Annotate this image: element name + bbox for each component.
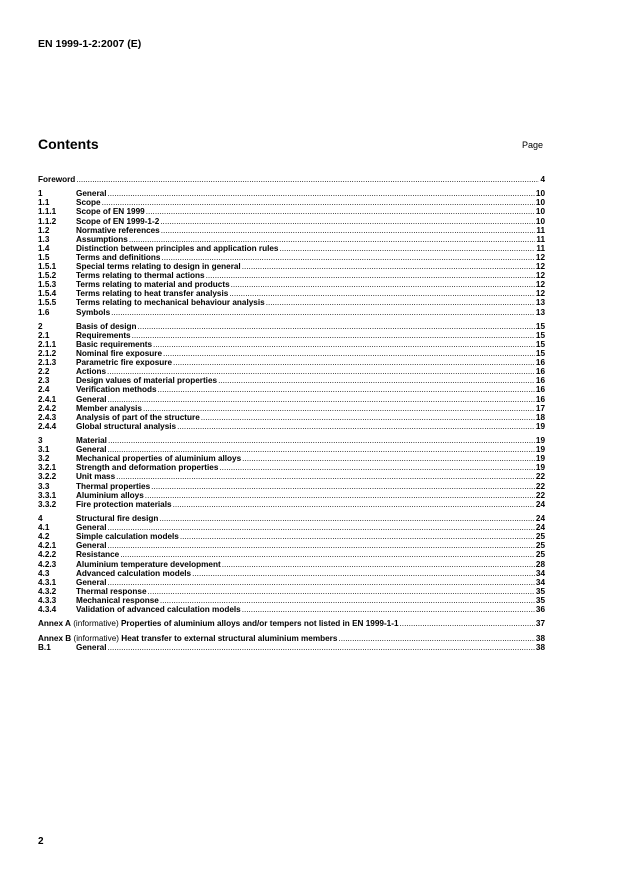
toc-dot-leader <box>146 207 535 216</box>
toc-entry-number: 3.2 <box>38 454 50 464</box>
toc-entry[interactable] <box>38 605 545 614</box>
toc-entry[interactable] <box>38 436 545 445</box>
toc-dot-leader <box>222 560 535 569</box>
toc-entry-title: Distinction between principles and application rules <box>76 243 279 253</box>
toc-dot-leader <box>107 367 535 376</box>
toc-entry-page: 24 <box>535 514 545 524</box>
toc-dot-leader <box>143 404 535 413</box>
toc-entry-page: 4 <box>540 175 545 184</box>
toc-dot-leader <box>218 376 535 385</box>
toc-entry-number: 1.5.1 <box>38 262 57 272</box>
toc-entry-number: 4.3.1 <box>38 577 57 587</box>
toc-entry[interactable] <box>38 500 545 509</box>
toc-entry[interactable] <box>38 271 545 280</box>
toc-entry[interactable] <box>38 349 545 358</box>
toc-entry[interactable] <box>38 523 545 532</box>
toc-entry-page: 11 <box>536 243 545 253</box>
toc-entry-number: 2.1.3 <box>38 358 57 368</box>
toc-entry[interactable] <box>38 454 545 463</box>
toc-entry-page: 34 <box>535 577 545 587</box>
toc-entry-title: Nominal fire exposure <box>76 349 162 359</box>
toc-entry[interactable] <box>38 643 545 652</box>
toc-entry-page: 38 <box>535 633 545 643</box>
toc-entry-title: Fire protection materials <box>76 499 172 509</box>
toc-entry[interactable] <box>38 253 545 262</box>
toc-entry-title: Aluminium alloys <box>76 490 144 500</box>
toc-dot-leader <box>242 454 535 463</box>
toc-dot-leader <box>108 523 535 532</box>
toc-entry-number: 2.3 <box>38 376 50 386</box>
toc-entry-page: 34 <box>535 568 545 578</box>
toc-dot-leader <box>266 298 535 307</box>
toc-entry-title: Verification methods <box>76 385 157 395</box>
toc-entry-page: 12 <box>535 271 545 281</box>
toc-entry-number: 2.4.3 <box>38 412 57 422</box>
toc-entry[interactable] <box>38 404 545 413</box>
toc-entry-title: Special terms relating to design in general <box>76 262 241 272</box>
toc-entry[interactable] <box>38 376 545 385</box>
toc-dot-leader <box>279 244 535 253</box>
toc-dot-leader <box>242 605 535 614</box>
toc-dot-leader <box>158 385 535 394</box>
toc-entry[interactable] <box>38 532 545 541</box>
toc-entry[interactable] <box>38 198 545 207</box>
toc-entry-number: 4.2.1 <box>38 541 57 551</box>
toc-entry-number: 1.5.3 <box>38 280 57 290</box>
toc-entry-page: 24 <box>535 523 545 533</box>
toc-entry-page: 12 <box>535 262 545 272</box>
toc-entry-number: 1.1.2 <box>38 216 57 226</box>
toc-entry-page: 28 <box>535 559 545 569</box>
toc-entry-page: 37 <box>535 619 545 629</box>
toc-entry-page: 16 <box>535 358 545 368</box>
toc-entry-number: 3 <box>38 436 43 446</box>
toc-entry-title: Global structural analysis <box>76 421 177 431</box>
toc-entry[interactable] <box>38 207 545 216</box>
toc-entry-number: 1.6 <box>38 307 50 317</box>
toc-entry-number: 3.2.2 <box>38 472 57 482</box>
toc-entry-number: 2.4.1 <box>38 394 57 404</box>
toc-entry-title: Analysis of part of the structure <box>76 412 200 422</box>
toc-entry-title: Symbols <box>76 307 111 317</box>
toc-entry-title: Terms relating to material and products <box>76 280 230 290</box>
toc-entry[interactable] <box>38 235 545 244</box>
toc-entry[interactable] <box>38 395 545 404</box>
toc-entry-title: Scope of EN 1999 <box>76 207 145 217</box>
toc-entry-title: Aluminium temperature development <box>76 559 221 569</box>
toc-entry-title: Unit mass <box>76 472 116 482</box>
toc-dot-leader <box>111 308 535 317</box>
toc-dot-leader <box>242 262 535 271</box>
toc-entry-title: Material <box>76 436 107 446</box>
toc-entry-title: General <box>76 189 107 199</box>
annex-kind: (informative) <box>73 619 119 629</box>
toc-entry-page: 10 <box>535 198 545 208</box>
toc-dot-leader <box>129 235 535 244</box>
toc-dot-leader <box>151 482 535 491</box>
toc-dot-leader <box>163 349 535 358</box>
toc-entry-page: 22 <box>535 472 545 482</box>
toc-dot-leader <box>148 587 535 596</box>
toc-dot-leader <box>400 619 535 628</box>
toc-entry-number: 2.4.2 <box>38 403 57 413</box>
toc-entry-page: 24 <box>535 499 545 509</box>
toc-entry[interactable] <box>38 289 545 298</box>
toc-entry-title: Thermal response <box>76 586 147 596</box>
toc-entry[interactable] <box>38 463 545 472</box>
toc-entry-number: 2.1 <box>38 330 50 340</box>
toc-entry-number: 3.2.1 <box>38 463 57 473</box>
toc-entry-page: 22 <box>535 490 545 500</box>
toc-entry-page: 19 <box>535 436 545 446</box>
toc-entry-number: 1.1.1 <box>38 207 57 217</box>
toc-dot-leader <box>231 280 535 289</box>
toc-entry[interactable] <box>38 358 545 367</box>
toc-entry[interactable] <box>38 541 545 550</box>
toc-entry[interactable] <box>38 367 545 376</box>
toc-entry-number: 2.4 <box>38 385 50 395</box>
contents-title: Contents <box>38 136 99 152</box>
toc-dot-leader <box>161 226 536 235</box>
toc-entry-number: 4 <box>38 514 43 524</box>
toc-dot-leader <box>159 514 535 523</box>
toc-entry[interactable] <box>38 472 545 481</box>
toc-entry[interactable] <box>38 482 545 491</box>
page-column-heading: Page <box>522 140 544 150</box>
toc-entry-page: 19 <box>535 421 545 431</box>
page-number: 2 <box>38 836 44 847</box>
toc-entry-number: 1.5.5 <box>38 298 57 308</box>
toc-entry-page: 10 <box>535 207 545 217</box>
toc-entry-number: 3.1 <box>38 445 50 455</box>
toc-entry[interactable] <box>38 596 545 605</box>
toc-entry-page: 25 <box>535 541 545 551</box>
toc-entry[interactable] <box>38 226 545 235</box>
annex-label: Annex A <box>38 619 71 629</box>
toc-entry[interactable] <box>38 340 545 349</box>
toc-entry-title: General <box>76 523 107 533</box>
annex-title: Heat transfer to external structural aluminium members <box>121 633 338 643</box>
toc-entry-title: Basis of design <box>76 321 137 331</box>
toc-entry-title: Resistance <box>76 550 120 560</box>
toc-entry-page: 16 <box>535 367 545 377</box>
toc-entry-number: 1.1 <box>38 198 50 208</box>
toc-entry-title: General <box>76 541 107 551</box>
toc-entry[interactable] <box>38 634 545 643</box>
table-of-contents <box>38 175 545 652</box>
toc-entry-page: 13 <box>535 298 545 308</box>
toc-entry-title: General <box>76 577 107 587</box>
toc-entry-title: Basic requirements <box>76 339 152 349</box>
toc-entry[interactable] <box>38 550 545 559</box>
toc-entry-page: 25 <box>535 532 545 542</box>
toc-entry-title: Thermal properties <box>76 481 151 491</box>
toc-entry-title: Terms relating to mechanical behaviour analysis <box>76 298 265 308</box>
toc-entry-page: 38 <box>535 642 545 652</box>
toc-dot-leader <box>206 271 535 280</box>
toc-entry-page: 16 <box>535 385 545 395</box>
toc-entry[interactable] <box>38 413 545 422</box>
toc-entry-title: Validation of advanced calculation models <box>76 604 241 614</box>
toc-entry-title: Advanced calculation models <box>76 568 192 578</box>
toc-entry-number: 3.3.2 <box>38 499 57 509</box>
toc-entry-title: Scope of EN 1999-1-2 <box>76 216 160 226</box>
toc-entry[interactable] <box>38 514 545 523</box>
toc-entry-title: Actions <box>76 367 107 377</box>
toc-dot-leader <box>108 395 535 404</box>
toc-entry-title: General <box>76 445 107 455</box>
annex-title: Properties of aluminium alloys and/or tempers not listed in EN 1999-1-1 <box>120 619 399 629</box>
toc-entry[interactable] <box>38 385 545 394</box>
toc-entry-number: 4.1 <box>38 523 50 533</box>
toc-dot-leader <box>108 189 535 198</box>
toc-entry-number: 1.2 <box>38 225 50 235</box>
toc-entry-page: 15 <box>535 321 545 331</box>
toc-entry-title: Normative references <box>76 225 160 235</box>
toc-dot-leader <box>108 436 535 445</box>
toc-entry-title: Terms and definitions <box>76 252 161 262</box>
toc-entry-title <box>38 634 337 643</box>
toc-dot-leader <box>160 217 535 226</box>
toc-entry-number: 2.2 <box>38 367 50 377</box>
toc-dot-leader <box>120 550 535 559</box>
toc-entry[interactable] <box>38 578 545 587</box>
toc-entry-page: 17 <box>535 403 545 413</box>
toc-dot-leader <box>108 578 535 587</box>
toc-entry[interactable] <box>38 175 545 184</box>
toc-entry[interactable] <box>38 262 545 271</box>
annex-label: Annex B <box>38 633 72 643</box>
toc-dot-leader <box>173 358 535 367</box>
toc-entry[interactable] <box>38 445 545 454</box>
toc-entry-number: 1.4 <box>38 243 50 253</box>
toc-entry-page: 19 <box>535 445 545 455</box>
toc-entry[interactable] <box>38 569 545 578</box>
toc-entry-title: Design values of material properties <box>76 376 218 386</box>
toc-entry[interactable] <box>38 217 545 226</box>
toc-entry-number: 4.3.3 <box>38 595 57 605</box>
toc-entry-title: Terms relating to heat transfer analysis <box>76 289 229 299</box>
toc-entry[interactable] <box>38 560 545 569</box>
toc-entry[interactable] <box>38 422 545 431</box>
toc-entry-number: 1.3 <box>38 234 50 244</box>
toc-entry-number: 4.3 <box>38 568 50 578</box>
toc-entry-page: 16 <box>535 394 545 404</box>
toc-entry-title: General <box>76 394 107 404</box>
toc-entry[interactable] <box>38 298 545 307</box>
toc-dot-leader <box>102 198 535 207</box>
toc-entry-page: 18 <box>535 412 545 422</box>
toc-dot-leader <box>108 643 535 652</box>
toc-entry-number: 1.5 <box>38 252 50 262</box>
toc-entry-number: 2.1.2 <box>38 349 57 359</box>
toc-entry-title: Mechanical properties of aluminium alloys <box>76 454 242 464</box>
toc-entry-number: 4.2.3 <box>38 559 57 569</box>
toc-entry-title: Scope <box>76 198 101 208</box>
toc-entry[interactable] <box>38 244 545 253</box>
toc-entry-title: Requirements <box>76 330 131 340</box>
toc-entry-number: 1.5.2 <box>38 271 57 281</box>
toc-entry-page: 12 <box>535 280 545 290</box>
toc-entry-title: Structural fire design <box>76 514 159 524</box>
toc-entry[interactable] <box>38 322 545 331</box>
toc-entry-number: 2 <box>38 321 43 331</box>
toc-entry-page: 12 <box>535 252 545 262</box>
annex-kind: (informative) <box>73 633 119 643</box>
toc-entry-page: 10 <box>535 189 545 199</box>
toc-dot-leader <box>108 445 535 454</box>
toc-entry-page: 15 <box>535 339 545 349</box>
toc-entry[interactable] <box>38 189 545 198</box>
toc-entry[interactable] <box>38 280 545 289</box>
toc-dot-leader <box>116 472 535 481</box>
toc-dot-leader <box>76 175 539 184</box>
toc-entry-page: 35 <box>535 595 545 605</box>
toc-entry-number: 2.1.1 <box>38 339 57 349</box>
toc-entry-number: B.1 <box>38 642 51 652</box>
toc-entry-title: General <box>76 642 107 652</box>
toc-dot-leader <box>338 634 534 643</box>
toc-dot-leader <box>145 491 535 500</box>
toc-entry-page: 36 <box>535 604 545 614</box>
toc-entry-title <box>38 619 399 628</box>
toc-entry-number: 4.3.2 <box>38 586 57 596</box>
toc-entry-page: 19 <box>535 454 545 464</box>
toc-entry-number: 4.2 <box>38 532 50 542</box>
toc-entry-number: 1.5.4 <box>38 289 57 299</box>
toc-entry-page: 11 <box>536 234 545 244</box>
toc-dot-leader <box>161 253 534 262</box>
toc-entry-page: 16 <box>535 376 545 386</box>
toc-dot-leader <box>177 422 535 431</box>
toc-entry-number: 3.3 <box>38 481 50 491</box>
toc-entry[interactable] <box>38 331 545 340</box>
toc-entry[interactable] <box>38 587 545 596</box>
toc-entry-title: Terms relating to thermal actions <box>76 271 205 281</box>
toc-entry[interactable] <box>38 619 545 628</box>
toc-dot-leader <box>132 331 535 340</box>
toc-entry-page: 19 <box>535 463 545 473</box>
toc-dot-leader <box>108 541 535 550</box>
toc-entry-page: 35 <box>535 586 545 596</box>
toc-dot-leader <box>192 569 535 578</box>
toc-dot-leader <box>219 463 535 472</box>
toc-dot-leader <box>138 322 535 331</box>
toc-entry-page: 10 <box>535 216 545 226</box>
toc-dot-leader <box>153 340 535 349</box>
toc-entry-page: 11 <box>536 225 545 235</box>
toc-entry-title: Member analysis <box>76 403 142 413</box>
toc-entry[interactable] <box>38 491 545 500</box>
toc-entry-number: 4.3.4 <box>38 604 57 614</box>
toc-entry-page: 15 <box>535 349 545 359</box>
document-id: EN 1999-1-2:2007 (E) <box>38 38 142 50</box>
toc-entry[interactable] <box>38 308 545 317</box>
toc-dot-leader <box>180 532 535 541</box>
toc-entry-title: Parametric fire exposure <box>76 358 173 368</box>
toc-entry-title: Strength and deformation properties <box>76 463 219 473</box>
toc-entry-title: Foreword <box>38 175 76 184</box>
toc-entry-page: 15 <box>535 330 545 340</box>
toc-dot-leader <box>229 289 535 298</box>
toc-entry-page: 13 <box>535 307 545 317</box>
toc-dot-leader <box>160 596 535 605</box>
toc-entry-title: Mechanical response <box>76 595 159 605</box>
toc-entry-page: 12 <box>535 289 545 299</box>
toc-entry-page: 22 <box>535 481 545 491</box>
toc-entry-number: 4.2.2 <box>38 550 57 560</box>
toc-dot-leader <box>173 500 535 509</box>
toc-entry-number: 3.3.1 <box>38 490 57 500</box>
toc-entry-number: 1 <box>38 189 43 199</box>
toc-entry-title: Assumptions <box>76 234 128 244</box>
toc-dot-leader <box>201 413 535 422</box>
toc-entry-page: 25 <box>535 550 545 560</box>
toc-entry-number: 2.4.4 <box>38 421 57 431</box>
toc-entry-title: Simple calculation models <box>76 532 179 542</box>
